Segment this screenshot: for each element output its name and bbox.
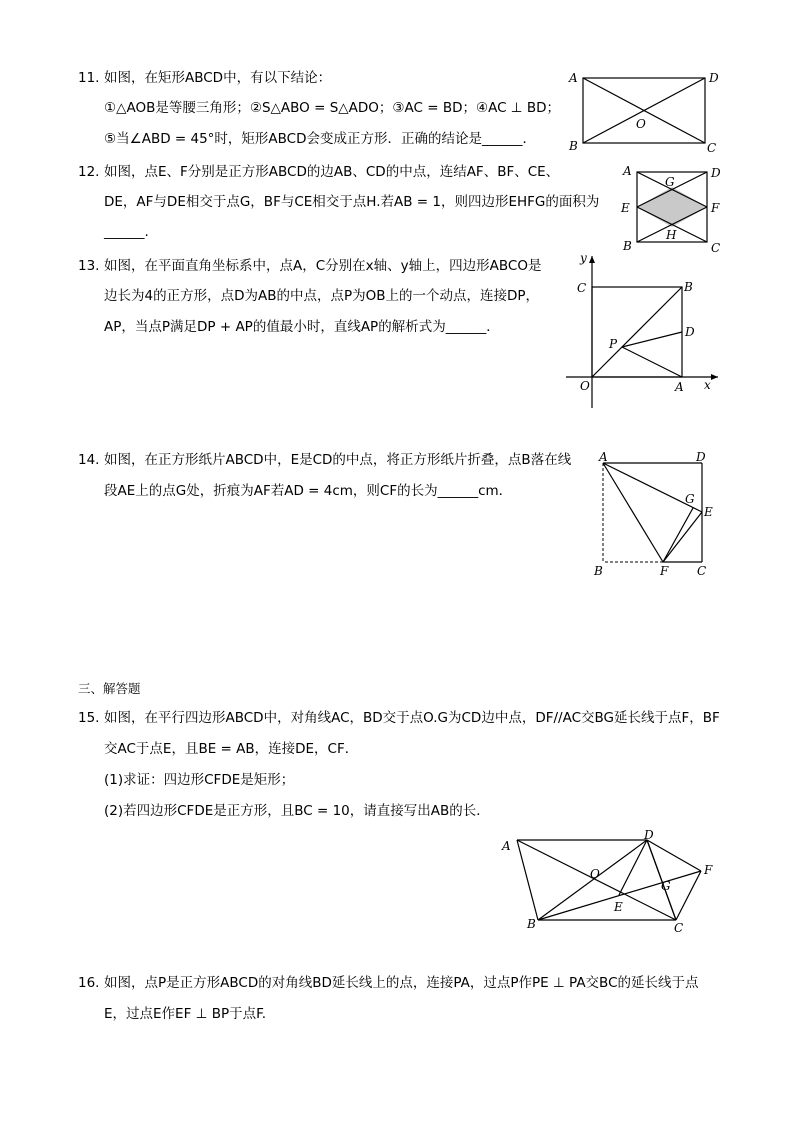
q11-rectangle-figure bbox=[565, 68, 725, 158]
q14-fold-figure bbox=[590, 448, 720, 580]
q14-line1: 如图，在正方形纸片ABCD中，E是CD的中点，将正方形纸片折叠，点B落在线 bbox=[104, 452, 572, 468]
q12-label-c: C bbox=[711, 241, 721, 255]
section-three-heading: 三、解答题 bbox=[78, 681, 141, 696]
q15-line3: (1)求证：四边形CFDE是矩形； bbox=[104, 772, 295, 788]
q11-number: 11. bbox=[78, 70, 100, 86]
q13-label-c: C bbox=[577, 281, 587, 295]
q13-label-y: y bbox=[580, 251, 587, 265]
q13-label-p: P bbox=[609, 337, 618, 351]
q11-line1: 如图，在矩形ABCD中，有以下结论： bbox=[104, 70, 332, 86]
q15-label-a: A bbox=[502, 839, 511, 853]
q16-line1: 如图，点P是正方形ABCD的对角线BD延长线上的点，连接PA，过点P作PE ⊥ PA交BC的延长线于点 bbox=[104, 975, 699, 991]
q11-label-c: C bbox=[707, 141, 717, 155]
q13-line3: AP，当点P满足DP + AP的值最小时，直线AP的解析式为______． bbox=[104, 319, 500, 335]
q11-line3: ⑤当∠ABD = 45°时，矩形ABCD会变成正方形．正确的结论是______． bbox=[104, 131, 536, 147]
q11-label-o: O bbox=[636, 117, 646, 131]
q12-label-d: D bbox=[711, 166, 721, 180]
q14-label-g: G bbox=[685, 492, 695, 506]
q15-label-e: E bbox=[614, 900, 623, 914]
q15-label-b: B bbox=[527, 917, 536, 931]
q14-label-f: F bbox=[660, 564, 669, 578]
q15-label-g: G bbox=[661, 879, 671, 893]
q15-label-f: F bbox=[704, 863, 713, 877]
q13-label-d: D bbox=[685, 325, 695, 339]
q14-label-c: C bbox=[697, 564, 707, 578]
q12-label-h: H bbox=[666, 228, 677, 242]
q12-number: 12. bbox=[78, 164, 100, 180]
q14-label-d: D bbox=[696, 450, 706, 464]
q15-parallelogram-figure bbox=[498, 826, 728, 938]
q15-number: 15. bbox=[78, 710, 100, 726]
q12-line1: 如图，点E、F分别是正方形ABCD的边AB、CD的中点，连结AF、BF、CE、 bbox=[104, 164, 560, 180]
q11-line2: ①△AOB是等腰三角形；②S△ABO = S△ADO；③AC = BD；④AC ⊥ BD； bbox=[104, 100, 561, 116]
q15-label-d: D bbox=[644, 828, 654, 842]
q12-label-a: A bbox=[623, 164, 632, 178]
q11-label-a: A bbox=[569, 71, 578, 85]
q12-label-b: B bbox=[623, 239, 632, 253]
q12-line2: DE，AF与DE相交于点G，BF与CE相交于点H.若AB = 1，则四边形EHFG的面积为 bbox=[104, 194, 600, 210]
q14-label-b: B bbox=[594, 564, 603, 578]
q13-label-x: x bbox=[704, 378, 711, 392]
q15-line4: (2)若四边形CFDE是正方形，且BC = 10，请直接写出AB的长． bbox=[104, 803, 490, 819]
q14-number: 14. bbox=[78, 452, 100, 468]
q16-number: 16. bbox=[78, 975, 100, 991]
q14-label-e: E bbox=[704, 505, 713, 519]
q13-label-a: A bbox=[675, 380, 684, 394]
q13-label-b: B bbox=[684, 280, 693, 294]
q12-label-g: G bbox=[665, 175, 675, 189]
q15-label-c: C bbox=[674, 921, 684, 935]
q15-line1: 如图，在平行四边形ABCD中，对角线AC，BD交于点O.G为CD边中点，DF//AC交BG延长线于点F，BF bbox=[104, 710, 720, 726]
q13-label-o: O bbox=[580, 379, 590, 393]
q12-square-figure bbox=[615, 160, 725, 255]
q15-label-o: O bbox=[590, 867, 600, 881]
q12-label-f: F bbox=[711, 201, 720, 215]
q15-line2: 交AC于点E，且BE = AB，连接DE，CF． bbox=[104, 741, 359, 757]
q12-line3: ______. bbox=[104, 224, 149, 240]
q16-line2: E，过点E作EF ⊥ BP于点F. bbox=[104, 1006, 266, 1022]
q11-label-b: B bbox=[569, 139, 578, 153]
q13-line1: 如图，在平面直角坐标系中，点A，C分别在x轴、y轴上，四边形ABCO是 bbox=[104, 258, 542, 274]
q13-number: 13. bbox=[78, 258, 100, 274]
q14-label-a: A bbox=[599, 450, 608, 464]
q12-label-e: E bbox=[621, 201, 630, 215]
q13-line2: 边长为4的正方形，点D为AB的中点，点P为OB上的一个动点，连接DP， bbox=[104, 288, 540, 304]
q14-line2: 段AE上的点G处，折痕为AF若AD = 4cm，则CF的长为______cm． bbox=[104, 483, 513, 499]
q13-coordinate-figure bbox=[560, 250, 730, 410]
q11-label-d: D bbox=[709, 71, 719, 85]
